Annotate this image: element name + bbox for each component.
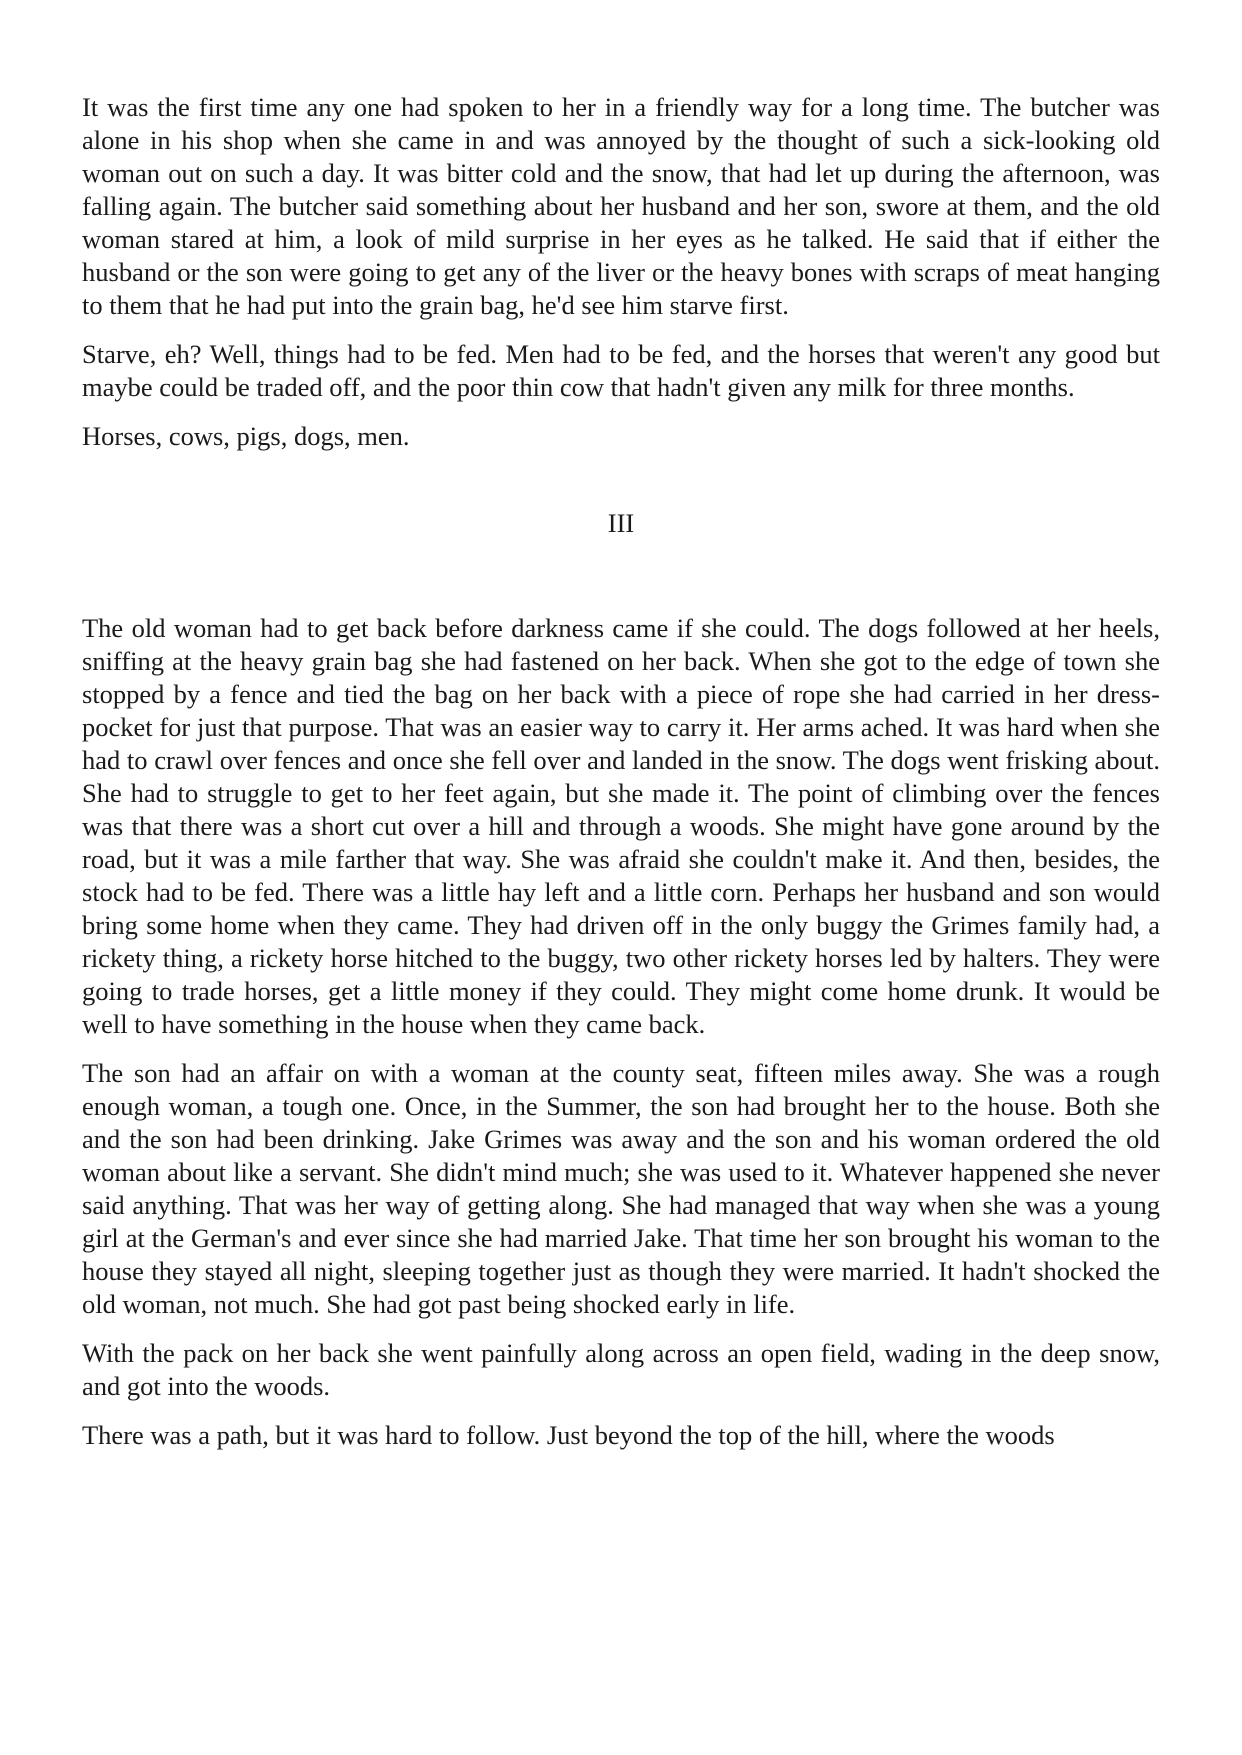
paragraph-animals: Horses, cows, pigs, dogs, men.	[82, 421, 410, 451]
paragraph-son-affair: The son had an affair on with a woman at the county seat, fifteen miles away. She was a rough enough woman, a tough one. Once, in the Summer, the son had brought her to the house. Both she and the son had been drinking. Jake Grimes was away and the son and his woman ordered the old woman about like a servant. She didn't mind much; she was used to it. Whatever happened she never said anything. That was her way of getting along. She had managed that way when she was a young girl at the German's and ever since she had married Jake. That time her son brought his woman to the house they stayed all night, sleeping together just as though they were married. It hadn't shocked the old woman, not much. She had got past being shocked early in life.	[82, 1058, 1160, 1319]
paragraph-starve: Starve, eh? Well, things had to be fed. Men had to be fed, and the horses that weren't any good but maybe could be traded off, and the poor thin cow that hadn't given any milk for three months.	[82, 339, 1160, 402]
paragraph-open-field: With the pack on her back she went painfully along across an open field, wading in the deep snow, and got into the woods.	[82, 1338, 1160, 1401]
section-heading: III	[607, 508, 635, 538]
document-page	[82, 91, 1160, 1468]
paragraph-path: There was a path, but it was hard to follow. Just beyond the top of the hill, where the woods	[82, 1420, 1055, 1450]
paragraph-journey: The old woman had to get back before darkness came if she could. The dogs followed at her heels, sniffing at the heavy grain bag she had fastened on her back. When she got to the edge of town she stopped by a fence and tied the bag on her back with a piece of rope she had carried in her dress-pocket for just that purpose. That was an easier way to carry it. Her arms ached. It was hard when she had to crawl over fences and once she fell over and landed in the snow. The dogs went frisking about. She had to struggle to get to her feet again, but she made it. The point of climbing over the fences was that there was a short cut over a hill and through a woods. She might have gone around by the road, but it was a mile farther that way. She was afraid she couldn't make it. And then, besides, the stock had to be fed. There was a little hay left and a little corn. Perhaps her husband and son would bring some home when they came. They had driven off in the only buggy the Grimes family had, a rickety thing, a rickety horse hitched to the buggy, two other rickety horses led by halters. They were going to trade horses, get a little money if they could. They might come home drunk. It would be well to have something in the house when they came back.	[82, 613, 1160, 1039]
paragraph-butcher: It was the first time any one had spoken to her in a friendly way for a long time. The butcher was alone in his shop when she came in and was annoyed by the thought of such a sick-looking old woman out on such a day. It was bitter cold and the snow, that had let up during the afternoon, was falling again. The butcher said something about her husband and her son, swore at them, and the old woman stared at him, a look of mild surprise in her eyes as he talked. He said that if either the husband or the son were going to get any of the liver or the heavy bones with scraps of meat hanging to them that he had put into the grain bag, he'd see him starve first.	[82, 92, 1160, 320]
